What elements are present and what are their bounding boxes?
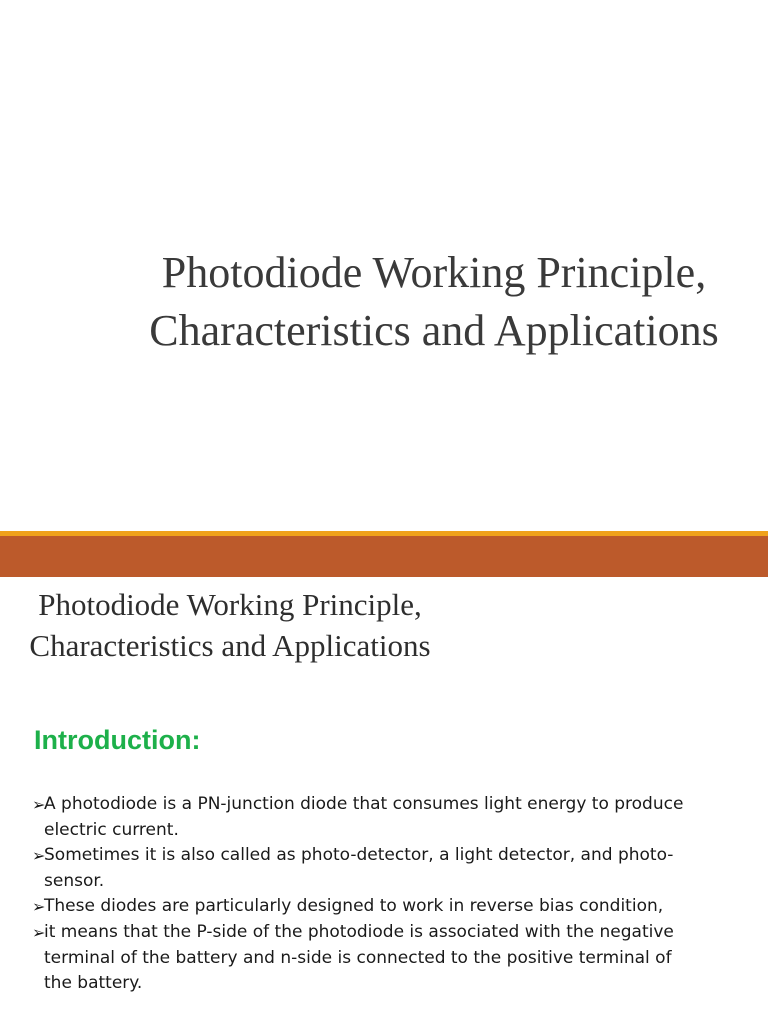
title-slide-heading — [100, 244, 768, 360]
content-slide-title — [0, 584, 460, 666]
introduction-heading: Introduction: — [34, 725, 201, 755]
arrow-bullet-icon: ➢ — [32, 846, 46, 866]
title-slide-heading-line1: Photodiode Working Principle, — [161, 248, 707, 297]
bullet-line: These diodes are particularly designed to work in reverse bias condition, — [44, 896, 664, 917]
bullet-line: it means that the P-side of the photodiode is associated with the negative — [44, 921, 674, 942]
arrow-bullet-icon: ➢ — [32, 922, 46, 942]
bullet-line: the battery. — [44, 973, 143, 994]
list-item — [32, 792, 732, 843]
arrow-bullet-icon: ➢ — [32, 897, 46, 917]
list-item — [32, 843, 732, 894]
content-slide-title-line2: Characteristics and Applications — [29, 628, 431, 663]
bullet-line: terminal of the battery and n-side is connected to the positive terminal of — [44, 947, 672, 968]
bullet-line: electric current. — [44, 819, 179, 840]
bullet-line: Sometimes it is also called as photo-detector, a light detector, and photo- — [44, 845, 674, 866]
list-item — [32, 894, 732, 920]
bullet-line: sensor. — [44, 870, 105, 891]
list-item — [32, 920, 732, 997]
bullet-list — [32, 792, 732, 997]
content-slide-title-line1: Photodiode Working Principle, — [38, 587, 422, 622]
title-slide-heading-line2: Characteristics and Applications — [149, 306, 719, 355]
arrow-bullet-icon: ➢ — [32, 795, 46, 814]
bullet-line: A photodiode is a PN-junction diode that consumes light energy to produce — [44, 794, 684, 814]
header-banner — [0, 536, 768, 577]
